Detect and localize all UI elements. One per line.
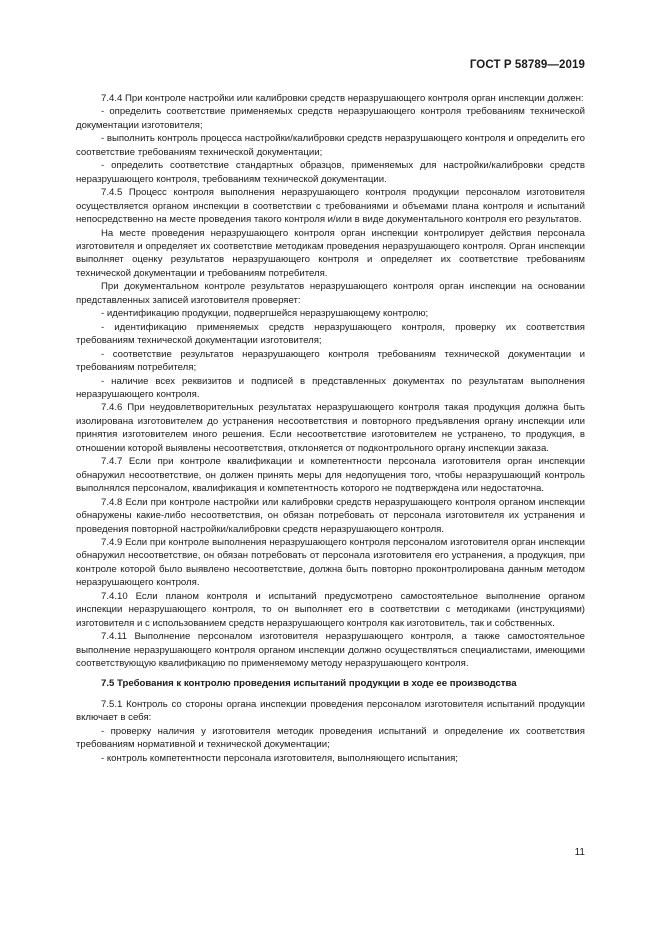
- paragraph-7-4-4: 7.4.4 При контроле настройки или калибровки средств неразрушающего контроля орган инспекции должен:: [101, 93, 584, 104]
- document-body: [76, 92, 585, 765]
- list-item: - контроль компетентности персонала изготовителя, выполняющего испытания;: [101, 752, 458, 764]
- paragraph-7-4-10: 7.4.10 Если планом контроля и испытаний предусмотрено самостоятельное выполнение органом инспекции неразрушающего контроля, то он выполняет его в соответствии с методиками (инструкциями) изготовителя и с использованием средств неразрушающего контроля как изготовитель, так и собственных.: [76, 590, 585, 629]
- section-heading-7-5: 7.5 Требования к контролю проведения испытаний продукции в ходе ее производства: [101, 678, 517, 690]
- paragraph-7-4-11: 7.4.11 Выполнение персоналом изготовителя неразрушающего контроля, а также самостоятельное выполнение неразрушающего контроля органом инспекции должно осуществляться специалистами, имеющими соответствующую квалификацию по применяемому методу неразрушающего контроля.: [76, 631, 585, 670]
- paragraph: При документальном контроле результатов неразрушающего контроля орган инспекции на основании представленных записей изготовителя проверяет:: [76, 281, 585, 306]
- paragraph: На месте проведения неразрушающего контроля орган инспекции контролирует действия персонала изготовителя и определяет их соответствие методикам проведения неразрушающего контроля. Орган инспекции выполняет оценку результатов неразрушающего контроля и определяет их соответствие требованиям технической документации и требованиям потребителя.: [76, 227, 585, 279]
- page-number: 11: [574, 847, 585, 858]
- paragraph-7-4-6: 7.4.6 При неудовлетворительных результатах неразрушающего контроля такая продукция должна быть изолирована изготовителем до устранения несоответствия и повторного предъявления органу инспекции или принятия изготовителем иного решения. Если несоответствие изготовителем не устранено, то продукция, в отношении которой выявлены несоответствия, отклоняется от подконтрольного органу инспекции заказа.: [76, 402, 585, 454]
- paragraph-7-4-8: 7.4.8 Если при контроле настройки или калибровки средств неразрушающего контроля органом инспекции обнаружены какие-либо несоответствия, он обязан потребовать от персонала изготовителя их устранения и проведения повторной настройки/калибровки средств неразрушающего контроля.: [76, 496, 585, 535]
- paragraph-7-4-5: 7.4.5 Процесс контроля выполнения неразрушающего контроля продукции персоналом изготовителя осуществляется органом инспекции в соответствии с требованиями и объемами плана контроля и испытаний непосредственно на месте проведения такого контроля и/или в виде документального контроля его результатов.: [76, 187, 585, 226]
- list-item: - определить соответствие стандартных образцов, применяемых для настройки/калибровки средств неразрушающего контроля, требованиям технической документации.: [76, 160, 585, 185]
- document-header: ГОСТ Р 58789—2019: [469, 59, 585, 71]
- list-item: - определить соответствие применяемых средств неразрушающего контроля требованиям технической документации изготовителя;: [76, 106, 585, 131]
- list-item: - идентификацию продукции, подвергшейся неразрушающему контролю;: [101, 308, 429, 320]
- paragraph-7-4-7: 7.4.7 Если при контроле квалификации и компетентности персонала изготовителя орган инспекции обнаружил несоответствие, он должен принять меры для недопущения того, чтобы неразрушающий контроль выполнялся персоналом, квалификация и компетентность которого не подтверждена или недостаточна.: [76, 456, 585, 495]
- list-item: - идентификацию применяемых средств неразрушающего контроля, проверку их соответствия требованиям технической документации изготовителя;: [76, 321, 585, 347]
- list-item: - соответствие результатов неразрушающего контроля требованиям технической документации и требованиям потребителя;: [76, 348, 585, 374]
- list-item: - проверку наличия у изготовителя методик проведения испытаний и определение их соответствия требованиям нормативной и технической документации;: [76, 725, 585, 751]
- paragraph-7-4-9: 7.4.9 Если при контроле выполнения неразрушающего контроля персоналом изготовителя орган инспекции обнаружил несоответствие, он обязан потребовать от персонала изготовителя его устранения, а продукция, при контроле которой было выявлено несоответствие, должна быть повторно проконтролирована данным методом неразрушающего контроля.: [76, 536, 585, 589]
- list-item: - выполнить контроль процесса настройки/калибровки средств неразрушающего контроля и определить его соответствие требованиям технической документации;: [76, 133, 585, 158]
- list-item: - наличие всех реквизитов и подписей в представленных документах по результатам выполнения неразрушающего контроля.: [76, 375, 585, 400]
- paragraph-7-5-1: 7.5.1 Контроль со стороны органа инспекции проведения персоналом изготовителя испытаний продукции включает в себя:: [76, 698, 585, 724]
